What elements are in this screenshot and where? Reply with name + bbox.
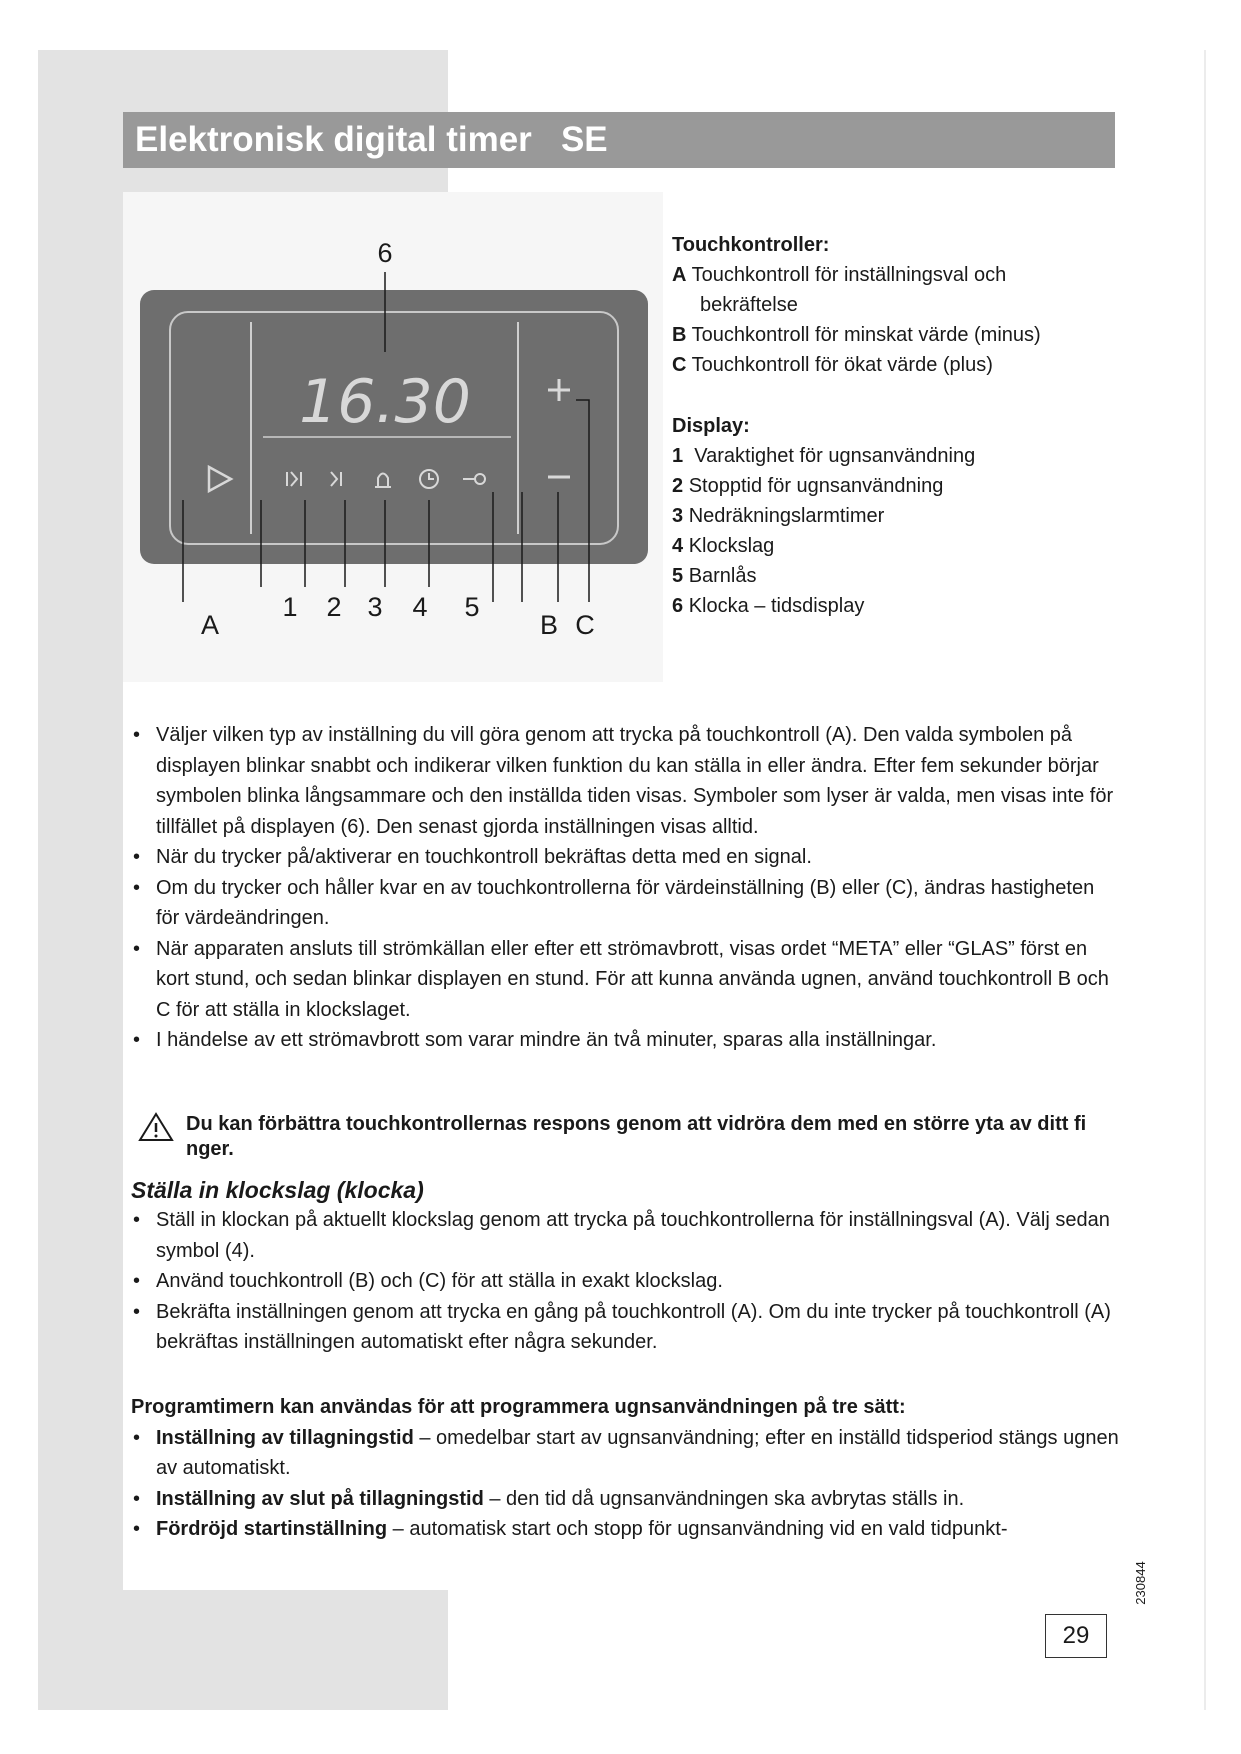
document-number: 230844 xyxy=(1133,1561,1148,1605)
legend-key: 1 xyxy=(672,445,684,467)
item-text: – automatisk start och stopp för ugnsanvändning vid en vald tidpunkt- xyxy=(387,1518,1008,1540)
touch-heading: Touchkontroller: xyxy=(672,234,830,256)
display-time: 16.30 xyxy=(299,367,471,437)
list-item xyxy=(131,1484,1121,1515)
program-heading: Programtimern kan användas för att programmera ugnsanvändningen på tre sätt: xyxy=(131,1396,906,1418)
item-bold: Inställning av slut på tillagningstid xyxy=(156,1487,484,1510)
page-number: 29 xyxy=(1045,1614,1107,1658)
callout-C: C xyxy=(575,610,595,640)
timer-diagram-svg xyxy=(123,192,663,682)
list-item: • Om du trycker och håller kvar en av touchkontrollerna för värdeinställning (B) eller (C), ändras hastigheten för värdeändringen. xyxy=(131,873,1121,934)
legend-key: 6 xyxy=(672,595,684,617)
legend-item-5 xyxy=(672,561,1192,591)
legend-text: Touchkontroll för minskat värde (minus) xyxy=(691,324,1041,346)
right-margin-rule xyxy=(1204,50,1206,1710)
legend-item-B xyxy=(672,320,1192,350)
list-item: • Ställ in klockan på aktuellt klockslag genom att trycka på touchkontrollerna för inställningsval (A). Välj sedan symbol (4). xyxy=(131,1205,1121,1266)
callout-6: 6 xyxy=(377,238,393,268)
timer-diagram xyxy=(123,192,663,682)
list-item: • När apparaten ansluts till strömkällan eller efter ett strömavbrott, visas ordet “META” eller “GLAS” först en kort stund, och sedan blinkar displayen en stund. För att kunna använda ugnen, använd touchkontroll B och C för att ställa in klockslaget. xyxy=(131,934,1121,1026)
callout-3: 3 xyxy=(367,592,383,622)
callout-A: A xyxy=(200,610,220,640)
legend-text: Stopptid för ugnsanvändning xyxy=(688,475,944,497)
info-bullets xyxy=(131,720,1121,1056)
legend-text: Touchkontroll för inställningsval och xyxy=(691,264,1007,286)
legend-item-2 xyxy=(672,471,1192,501)
legend-text: Touchkontroll för ökat värde (plus) xyxy=(691,354,993,376)
warning-text: Du kan förbättra touchkontrollernas respons genom att vidröra dem med en större yta av ditt fi nger. xyxy=(186,1113,1087,1160)
callout-1: 1 xyxy=(282,592,298,622)
legend-item-A xyxy=(672,260,1192,290)
legend-text: Klocka – tidsdisplay xyxy=(688,595,865,617)
legend-key: 2 xyxy=(672,475,684,497)
legend-text: Klockslag xyxy=(688,535,775,557)
legend-text: Barnlås xyxy=(688,565,757,587)
legend-item-3 xyxy=(672,501,1192,531)
legend-key: A xyxy=(672,264,687,286)
list-item: • I händelse av ett strömavbrott som varar mindre än två minuter, sparas alla inställningar. xyxy=(131,1025,1121,1056)
item-text: – omedelbar start av ugnsanvändning; efter en inställd tidsperiod stängs ugnen av automatiskt. xyxy=(156,1426,1119,1479)
list-item xyxy=(131,1514,1121,1545)
legend-key: 5 xyxy=(672,565,684,587)
list-item: • Väljer vilken typ av inställning du vill göra genom att trycka på touchkontroll (A). Den valda symbolen på displayen blinkar snabbt och indikerar vilken funktion du kan ställa in eller ändra. Efter fem sekunder börjar symbolen blinka långsammare och den inställda tiden visas. Symboler som lyser är valda, men visas inte för tillfället på displayen (6). Den senast gjorda inställningen visas alltid. xyxy=(131,720,1121,842)
callout-5: 5 xyxy=(464,592,480,622)
legend-text: Varaktighet för ugnsanvändning xyxy=(694,445,976,467)
section-heading: Ställa in klockslag (klocka) xyxy=(131,1177,424,1203)
display-heading: Display: xyxy=(672,415,750,437)
legend-key: 4 xyxy=(672,535,684,557)
legend-text-cont: bekräftelse xyxy=(700,294,798,316)
legend-key: B xyxy=(672,324,687,346)
legend-text: Nedräkningslarmtimer xyxy=(688,505,885,527)
item-bold: Fördröjd startinställning xyxy=(156,1518,388,1540)
page-title: Elektronisk digital timer SE xyxy=(123,112,1115,168)
legend-item-4 xyxy=(672,531,1192,561)
item-text: – den tid då ugnsanvändningen ska avbrytas ställs in. xyxy=(483,1487,965,1510)
program-section xyxy=(131,1392,1121,1545)
legend-item-C xyxy=(672,350,1192,380)
item-bold: Inställning av tillagningstid xyxy=(156,1426,414,1449)
clock-bullets xyxy=(131,1205,1121,1358)
legend-key: C xyxy=(672,354,687,376)
legend-key: 3 xyxy=(672,505,684,527)
list-item: • När du trycker på/aktiverar en touchkontroll bekräftas detta med en signal. xyxy=(131,842,1121,873)
legend xyxy=(672,230,1192,621)
legend-item-1 xyxy=(672,441,1192,471)
callout-B: B xyxy=(539,610,559,640)
list-item: • Använd touchkontroll (B) och (C) för att ställa in exakt klockslag. xyxy=(131,1266,1121,1297)
warning-icon xyxy=(138,1112,174,1149)
list-item xyxy=(131,1423,1121,1484)
legend-item-6 xyxy=(672,591,1192,621)
warning-note xyxy=(138,1112,1098,1162)
callout-2: 2 xyxy=(326,592,342,622)
list-item: • Bekräfta inställningen genom att trycka en gång på touchkontroll (A). Om du inte trycker på touchkontroll (A) bekräftas inställningen automatiskt efter några sekunder. xyxy=(131,1297,1121,1358)
callout-4: 4 xyxy=(412,592,428,622)
